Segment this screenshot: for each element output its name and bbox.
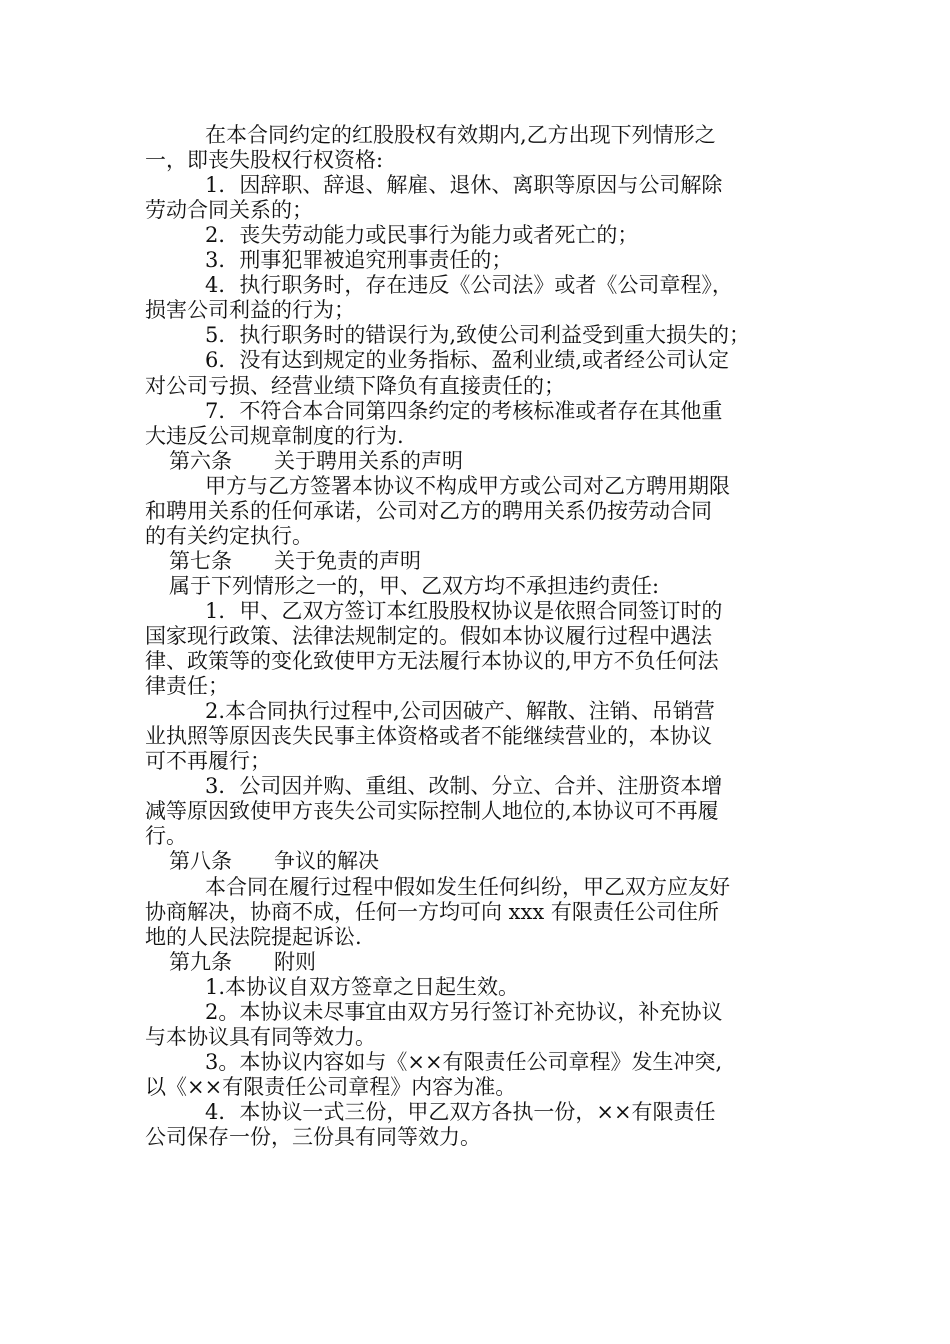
text-line: 国家现行政策、法律法规制定的。假如本协议履行过程中遇法 <box>145 624 712 648</box>
text-line: 业执照等原因丧失民事主体资格或者不能继续营业的，本协议 <box>145 724 712 749</box>
text-line: 行。 <box>145 824 187 849</box>
text-line: 2．丧失劳动能力或民事行为能力或者死亡的； <box>205 223 639 248</box>
text-line: 6．没有达到规定的业务指标、盈利业绩,或者经公司认定 <box>205 348 730 373</box>
text-line: 第七条 关于免责的声明 <box>169 548 421 573</box>
text-line: 第九条 附则 <box>169 949 316 974</box>
text-line: 2.本合同执行过程中,公司因破产、解散、注销、吊销营 <box>205 699 715 724</box>
text-line: 甲方与乙方签署本协议不构成甲方或公司对乙方聘用期限 <box>205 473 730 498</box>
text-line: 3．公司因并购、重组、改制、分立、合并、注册资本增 <box>205 774 723 799</box>
text-line: 大违反公司规章制度的行为. <box>145 423 404 448</box>
text-line: 减等原因致使甲方丧失公司实际控制人地位的,本协议可不再履 <box>145 799 719 824</box>
text-line: 以《××有限责任公司章程》内容为准。 <box>145 1074 517 1099</box>
text-line: 与本协议具有同等效力。 <box>145 1024 376 1049</box>
text-line: 1．因辞职、辞退、解雇、退休、离职等原因与公司解除 <box>205 173 723 198</box>
text-line: 1．甲、乙双方签订本红股股权协议是依照合同签订时的 <box>205 598 723 623</box>
text-line: 2。本协议未尽事宜由双方另行签订补充协议，补充协议 <box>205 999 723 1024</box>
text-line: 1.本协议自双方签章之日起生效。 <box>205 974 520 999</box>
text-line: 地的人民法院提起诉讼. <box>145 924 362 949</box>
text-line: 律责任； <box>145 674 229 699</box>
text-line: 的有关约定执行。 <box>145 523 313 548</box>
text-line: 协商解决，协商不成，任何一方均可向 xxx 有限责任公司住所 <box>145 899 719 924</box>
text-line: 属于下列情形之一的，甲、乙双方均不承担违约责任: <box>169 573 660 598</box>
text-line: 第六条 关于聘用关系的声明 <box>169 448 463 473</box>
text-line: 对公司亏损、经营业绩下降负有直接责任的； <box>145 373 565 398</box>
text-line: 4．执行职务时，存在违反《公司法》或者《公司章程》， <box>205 273 733 298</box>
text-line: 律、政策等的变化致使甲方无法履行本协议的,甲方不负任何法 <box>145 649 719 674</box>
text-line: 和聘用关系的任何承诺，公司对乙方的聘用关系仍按劳动合同 <box>145 498 712 523</box>
text-line: 公司保存一份，三份具有同等效力。 <box>145 1125 481 1149</box>
text-line: 第八条 争议的解决 <box>169 849 379 874</box>
text-line: 7．不符合本合同第四条约定的考核标准或者存在其他重 <box>205 398 723 423</box>
text-line: 可不再履行； <box>145 749 271 774</box>
text-line: 在本合同约定的红股股权有效期内,乙方出现下列情形之 <box>205 123 716 147</box>
text-line: 本合同在履行过程中假如发生任何纠纷，甲乙双方应友好 <box>205 874 730 899</box>
text-line: 损害公司利益的行为； <box>145 298 355 323</box>
text-line: 3。本协议内容如与《××有限责任公司章程》发生冲突, <box>205 1049 723 1074</box>
text-line: 一，即丧失股权行权资格: <box>145 148 384 173</box>
text-line: 劳动合同关系的； <box>145 198 313 223</box>
text-line: 5．执行职务时的错误行为,致使公司利益受到重大损失的； <box>205 323 751 348</box>
text-line: 4．本协议一式三份，甲乙双方各执一份，××有限责任 <box>205 1099 716 1124</box>
text-line: 3．刑事犯罪被追究刑事责任的； <box>205 248 513 273</box>
